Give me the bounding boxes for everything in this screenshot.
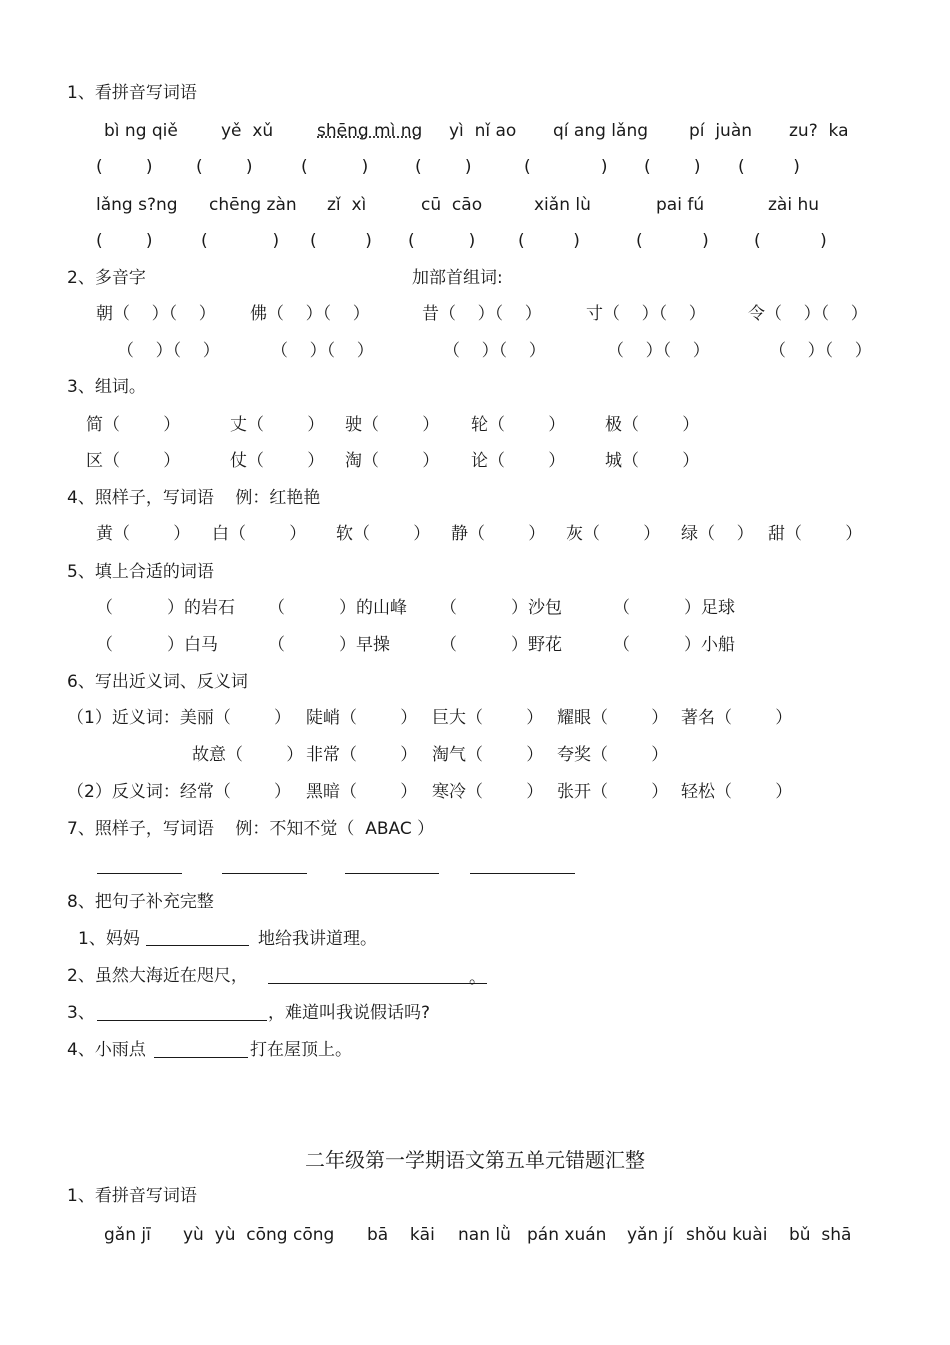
answer-blank[interactable]: ( )	[644, 157, 701, 177]
item: 昔（ ）（ ）	[422, 304, 542, 324]
pinyin: bǔ shā	[789, 1225, 852, 1245]
item: （1）近义词：美丽（ ）	[67, 708, 292, 728]
section5-heading: 5、填上合适的词语	[67, 562, 214, 582]
sentence-end: ，难道叫我说假话吗?	[268, 1003, 431, 1023]
answer-blank[interactable]: ( )	[415, 157, 472, 177]
sentence-start: 3、	[67, 1003, 95, 1023]
item: 区（ ）	[86, 451, 181, 471]
pinyin: qí ang lǎng	[553, 121, 649, 141]
pinyin: yě xǔ	[221, 121, 274, 141]
section2-subheading: 加部首组词:	[412, 268, 503, 288]
item: 佛（ ）（ ）	[250, 304, 370, 324]
item: （ ）（ ）	[443, 341, 546, 361]
answer-blank[interactable]: ( )	[96, 157, 153, 177]
section1-heading: 1、看拼音写词语	[67, 83, 197, 103]
item: （2）反义词：经常（ ）	[67, 782, 292, 802]
pinyin: zu? ka	[789, 121, 849, 141]
pinyin: xiǎn lù	[534, 195, 591, 215]
pinyin: chēng zàn	[209, 195, 297, 215]
item: 静（ ）	[451, 524, 546, 544]
pinyin: gǎn jī	[104, 1225, 151, 1245]
answer-blank[interactable]: ( )	[310, 231, 372, 251]
item: 仗（ ）	[230, 451, 325, 471]
answer-line[interactable]	[146, 945, 249, 946]
item: 轮（ ）	[471, 415, 566, 435]
item: （ ）沙包	[440, 598, 563, 618]
pinyin: lǎng s?ng	[96, 195, 178, 215]
item: 简（ ）	[86, 415, 181, 435]
pinyin: nan lǜ	[458, 1225, 511, 1245]
item: 张开（ ）	[557, 782, 669, 802]
answer-line[interactable]	[97, 1020, 267, 1021]
item: （ ）的岩石	[96, 598, 236, 618]
item: 巨大（ ）	[432, 708, 544, 728]
item: （ ）（ ）	[607, 341, 710, 361]
item: 灰（ ）	[566, 524, 661, 544]
item: 绿（ ）	[681, 524, 754, 544]
item: 论（ ）	[471, 451, 566, 471]
sentence-end: 地给我讲道理。	[258, 929, 377, 949]
sentence-end: 。	[469, 968, 486, 988]
item: 驶（ ）	[345, 415, 440, 435]
answer-line[interactable]	[97, 873, 182, 874]
item: （ ）的山峰	[268, 598, 408, 618]
answer-blank[interactable]: ( )	[201, 231, 280, 251]
answer-blank[interactable]: ( )	[301, 157, 369, 177]
item: （ ）野花	[440, 635, 563, 655]
sentence-start: 2、虽然大海近在咫尺，	[67, 966, 248, 986]
item: 黄（ ）	[96, 524, 191, 544]
item: 令（ ）（ ）	[748, 304, 868, 324]
pinyin: pán xuán	[527, 1225, 607, 1245]
pinyin: yì nǐ ao	[449, 121, 517, 141]
answer-blank[interactable]: ( )	[636, 231, 709, 251]
answer-line[interactable]	[268, 983, 487, 984]
pinyin: bā kāi	[367, 1225, 435, 1245]
item: （ ）（ ）	[271, 341, 374, 361]
item: （ ）早操	[268, 635, 391, 655]
item: （ ）小船	[613, 635, 736, 655]
item: 夸奖（ ）	[557, 745, 669, 765]
item: 耀眼（ ）	[557, 708, 669, 728]
answer-blank[interactable]: ( )	[738, 157, 800, 177]
pinyin: yǎn jí	[627, 1225, 674, 1245]
item: 著名（ ）	[681, 708, 793, 728]
item: 故意（ ）	[192, 745, 304, 765]
section6-heading: 6、写出近义词、反义词	[67, 672, 248, 692]
pinyin: shēng mì ng	[317, 121, 423, 141]
section8-heading: 8、把句子补充完整	[67, 892, 214, 912]
item: 轻松（ ）	[681, 782, 793, 802]
item: 朝（ ）（ ）	[96, 304, 216, 324]
answer-blank[interactable]: ( )	[518, 231, 580, 251]
sentence-end: 打在屋顶上。	[250, 1040, 352, 1060]
answer-blank[interactable]: ( )	[408, 231, 476, 251]
answer-line[interactable]	[345, 873, 439, 874]
item: 寸（ ）（ ）	[586, 304, 706, 324]
pinyin: yù yù cōng cōng	[183, 1225, 335, 1245]
item: 丈（ ）	[230, 415, 325, 435]
item: （ ）（ ）	[117, 341, 220, 361]
pinyin: shǒu kuài	[686, 1225, 768, 1245]
answer-line[interactable]	[154, 1057, 248, 1058]
answer-blank[interactable]: ( )	[196, 157, 253, 177]
pinyin: zài hu	[768, 195, 820, 215]
section3-heading: 3、组词。	[67, 377, 146, 397]
page2-heading: 1、看拼音写词语	[67, 1186, 197, 1206]
answer-blank[interactable]: ( )	[524, 157, 608, 177]
item: 白（ ）	[212, 524, 307, 544]
pinyin: bì ng qiě	[104, 121, 178, 141]
item: 软（ ）	[336, 524, 431, 544]
item: 陡峭（ ）	[306, 708, 418, 728]
pinyin: pai fú	[656, 195, 705, 215]
item: （ ）白马	[96, 635, 219, 655]
answer-blank[interactable]: ( )	[96, 231, 153, 251]
section4-heading: 4、照样子，写词语 例：红艳艳	[67, 488, 321, 508]
page-title: 二年级第一学期语文第五单元错题汇整	[305, 1148, 645, 1172]
section2-heading: 2、多音字	[67, 268, 146, 288]
pinyin: cū cāo	[421, 195, 483, 215]
item: （ ）足球	[613, 598, 736, 618]
item: 极（ ）	[605, 415, 700, 435]
item: 非常（ ）	[306, 745, 418, 765]
sentence-start: 1、妈妈	[78, 929, 140, 949]
section7-heading: 7、照样子，写词语 例：不知不觉（ ABAC ）	[67, 819, 435, 839]
item: 城（ ）	[605, 451, 700, 471]
sentence-start: 4、小雨点	[67, 1040, 146, 1060]
answer-line[interactable]	[222, 873, 307, 874]
item: 甜（ ）	[768, 524, 863, 544]
answer-blank[interactable]: ( )	[754, 231, 827, 251]
item: 淘（ ）	[345, 451, 440, 471]
item: 淘气（ ）	[432, 745, 544, 765]
pinyin: zǐ xì	[327, 195, 367, 215]
answer-line[interactable]	[470, 873, 575, 874]
item: 寒冷（ ）	[432, 782, 544, 802]
item: 黑暗（ ）	[306, 782, 418, 802]
item: （ ）（ ）	[769, 341, 872, 361]
pinyin: pí juàn	[689, 121, 753, 141]
